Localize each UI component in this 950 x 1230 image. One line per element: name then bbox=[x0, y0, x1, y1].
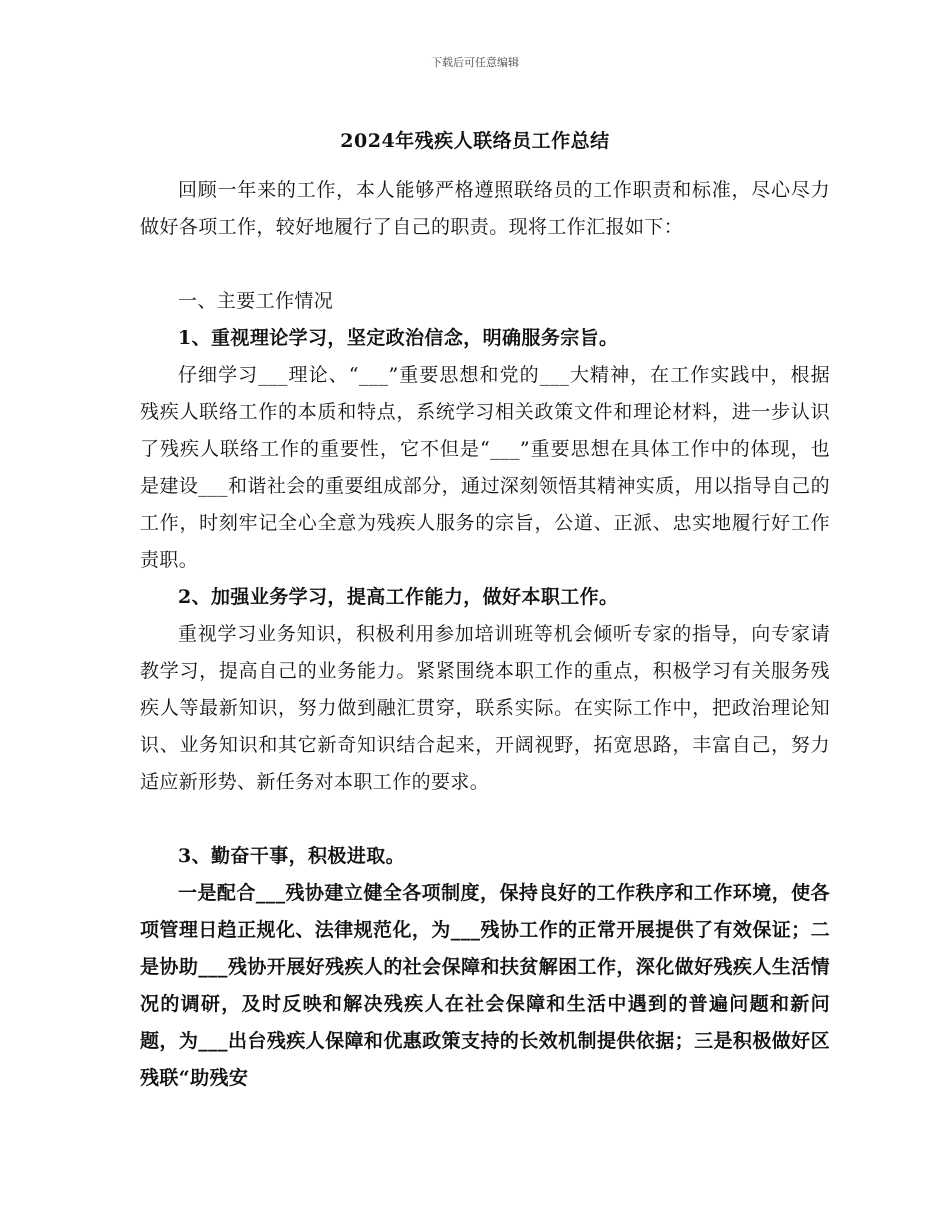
subsection-1-body: 仔细学习___理论、“___”重要思想和党的___大精神，在工作实践中，根据残疾人联络工作的本质和特点，系统学习相关政策文件和理论材料，进一步认识了残疾人联络工作的重要性，它不但是“___”重要思想在具体工作中的体现，也是建设___和谐社会的重要组成部分，通过深刻领悟其精神实质，用以指导自己的工作，时刻牢记全心全意为残疾人服务的宗旨，公道、正派、忠实地履行好工作责职。 bbox=[140, 364, 830, 571]
subsection-1-heading: 1、重视理论学习，坚定政治信念，明确服务宗旨。 bbox=[178, 327, 619, 349]
section-heading bbox=[140, 283, 830, 320]
subsection-3-heading: 3、勤奋干事，积极进取。 bbox=[178, 845, 406, 867]
section-1-heading: 一、主要工作情况 bbox=[178, 290, 334, 312]
subsection-2-heading: 2、加强业务学习，提高工作能力，做好本职工作。 bbox=[178, 586, 619, 608]
page-title: 2024年残疾人联络员工作总结 bbox=[340, 130, 610, 152]
intro-paragraph bbox=[140, 172, 830, 246]
subsection-heading bbox=[140, 579, 830, 616]
subsection-heading bbox=[140, 838, 830, 875]
intro-text: 回顾一年来的工作，本人能够严格遵照联络员的工作职责和标准，尽心尽力做好各项工作，较好地履行了自己的职责。现将工作汇报如下： bbox=[140, 179, 830, 238]
subsection-body bbox=[140, 357, 830, 579]
subsection-2-body: 重视学习业务知识，积极利用参加培训班等机会倾听专家的指导，向专家请教学习，提高自己的业务能力。紧紧围绕本职工作的重点，积极学习有关服务残疾人等最新知识，努力做到融汇贯穿，联系实际。在实际工作中，把政治理论知识、业务知识和其它新奇知识结合起来，开阔视野，拓宽思路，丰富自己，努力适应新形势、新任务对本职工作的要求。 bbox=[140, 623, 830, 793]
subsection-heading bbox=[140, 320, 830, 357]
subsection-3-body: 一是配合___残协建立健全各项制度，保持良好的工作秩序和工作环境，使各项管理日趋正规化、法律规范化，为___残协工作的正常开展提供了有效保证；二是协助___残协开展好残疾人的社会保障和扶贫解困工作，深化做好残疾人生活情况的调研，及时反映和解决残疾人在社会保障和生活中遇到的普遍问题和新问题，为___出台残疾人保障和优惠政策支持的长效机制提供依据；三是积极做好区残联“助残安 bbox=[140, 882, 830, 1089]
subsection-body bbox=[140, 875, 830, 1097]
subsection-body bbox=[140, 616, 830, 801]
header-note: 下载后可任意编辑 bbox=[431, 56, 519, 69]
